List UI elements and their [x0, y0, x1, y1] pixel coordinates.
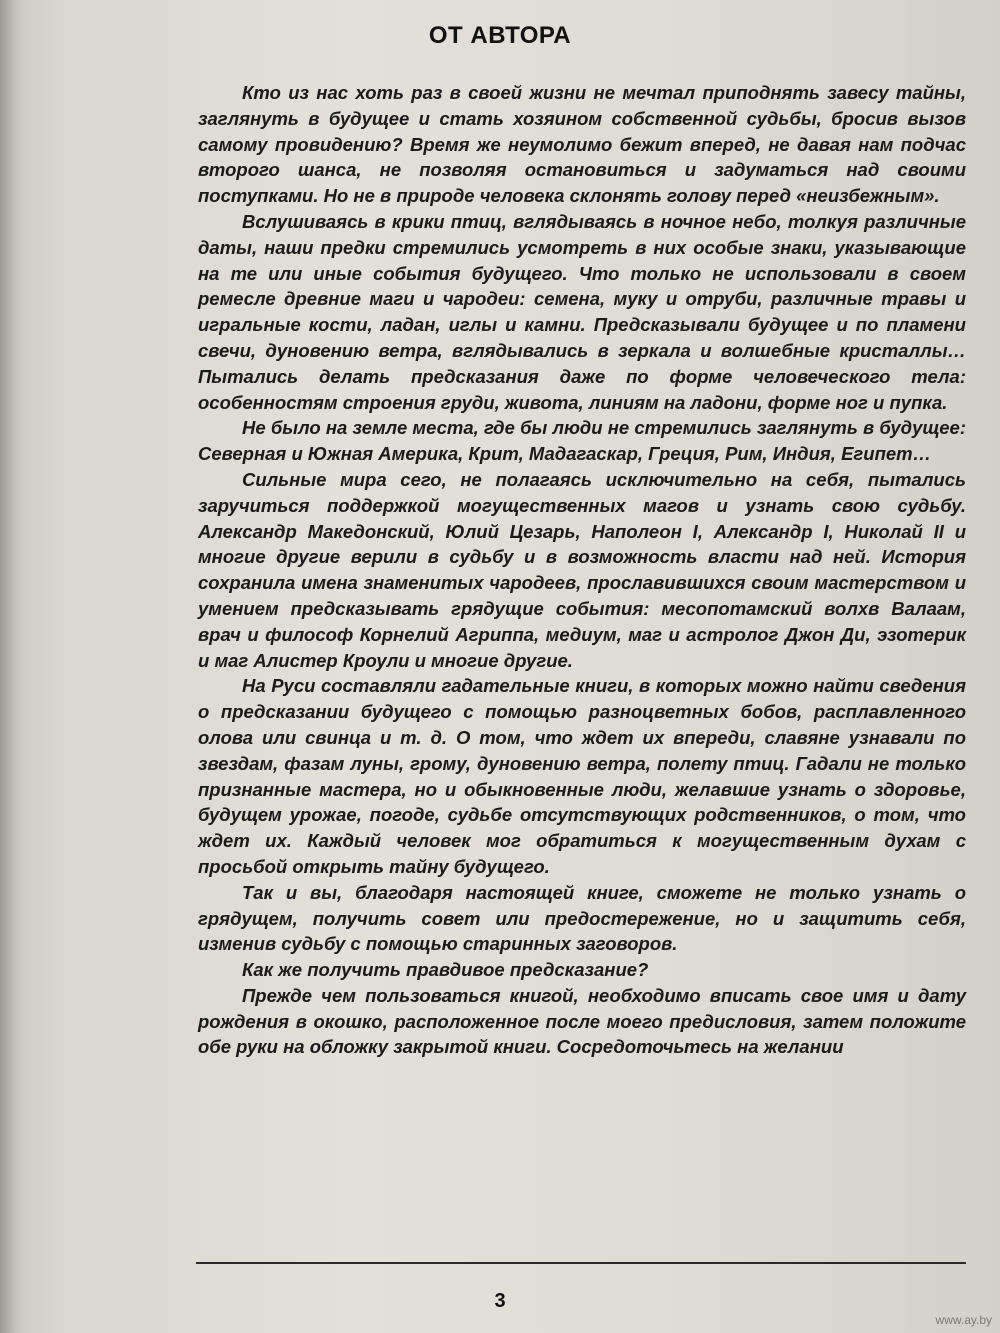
paragraph: Сильные мира сего, не полагаясь исключительно на себя, пытались заручиться поддержкой могущественных магов и узнать свою судьбу. Александр Македонский, Юлий Цезарь, Наполеон I, Александр I, Николай II и многие другие верили в судьбу и в возможность власти над ней. История сохранила имена знаменитых чародеев, прославившихся своим мастерством и умением предсказывать грядущие события: месопотамский волхв Валаам, врач и философ Корнелий Агриппа, медиум, маг и астролог Джон Ди, эзотерик и маг Алистер Кроули и многие другие. [198, 468, 966, 671]
page-title: ОТ АВТОРА [428, 22, 572, 49]
paragraph: Вслушиваясь в крики птиц, вглядываясь в ночное небо, толкуя различные даты, наши предки стремились усмотреть в них особые знаки, указывающие на те или иные события будущего. Что только не использовали в своем ремесле древние маги и чародеи: семена, муку и отруби, различные травы и игральные кости, ладан, иглы и камни. Предсказывали будущее и по пламени свечи, дуновению ветра, вглядывались в зеркала и волшебные кристаллы… Пытались делать предсказания даже по форме человеческого тела: особенностям строения груди, живота, линиям на ладони, форме ног и пупка. [198, 210, 966, 413]
paragraph: Как же получить правдивое предсказание? [242, 959, 649, 981]
paragraph: Так и вы, благодаря настоящей книге, сможете не только узнать о грядущем, получить совет или предостережение, но и защитить себя, изменив судьбу с помощью старинных заговоров. [198, 881, 966, 955]
paragraph: Кто из нас хоть раз в своей жизни не мечтал приподнять завесу тайны, заглянуть в будущее и стать хозяином собственной судьбы, бросив вызов самому провидению? Время же неумолимо бежит вперед, не давая нам подчас второго шанса, не позволяя остановиться и задуматься над своими поступками. Но не в природе человека склонять голову перед «неизбежным». [198, 82, 966, 207]
footer-rule [196, 1262, 966, 1264]
page-number: 3 [494, 1290, 506, 1312]
watermark: www.ay.by [935, 1313, 992, 1327]
page-gutter-shadow [0, 0, 24, 1333]
paragraph: Прежде чем пользоваться книгой, необходимо вписать свое имя и дату рождения в окошко, расположенное после моего предисловия, затем положите обе руки на обложку закрытой книги. Сосредоточьтесь на желании [198, 984, 966, 1058]
paragraph: Не было на земле места, где бы люди не стремились заглянуть в будущее: Северная и Южная Америка, Крит, Мадагаскар, Греция, Рим, Индия, Египет… [198, 417, 966, 465]
paragraph: На Руси составляли гадательные книги, в которых можно найти сведения о предсказании будущего с помощью разноцветных бобов, расплавленного олова или свинца и т. д. О том, что ждет их впереди, славяне узнавали по звездам, фазам луны, грому, дуновению ветра, полету птиц. Гадали не только признанные мастера, но и обыкновенные люди, желавшие узнать о здоровье, будущем урожае, погоде, судьбе отсутствующих родственников, о том, что ждет их. Каждый человек мог обратиться к могущественным духам с просьбой открыть тайну будущего. [198, 675, 966, 877]
body-text [198, 80, 966, 1060]
